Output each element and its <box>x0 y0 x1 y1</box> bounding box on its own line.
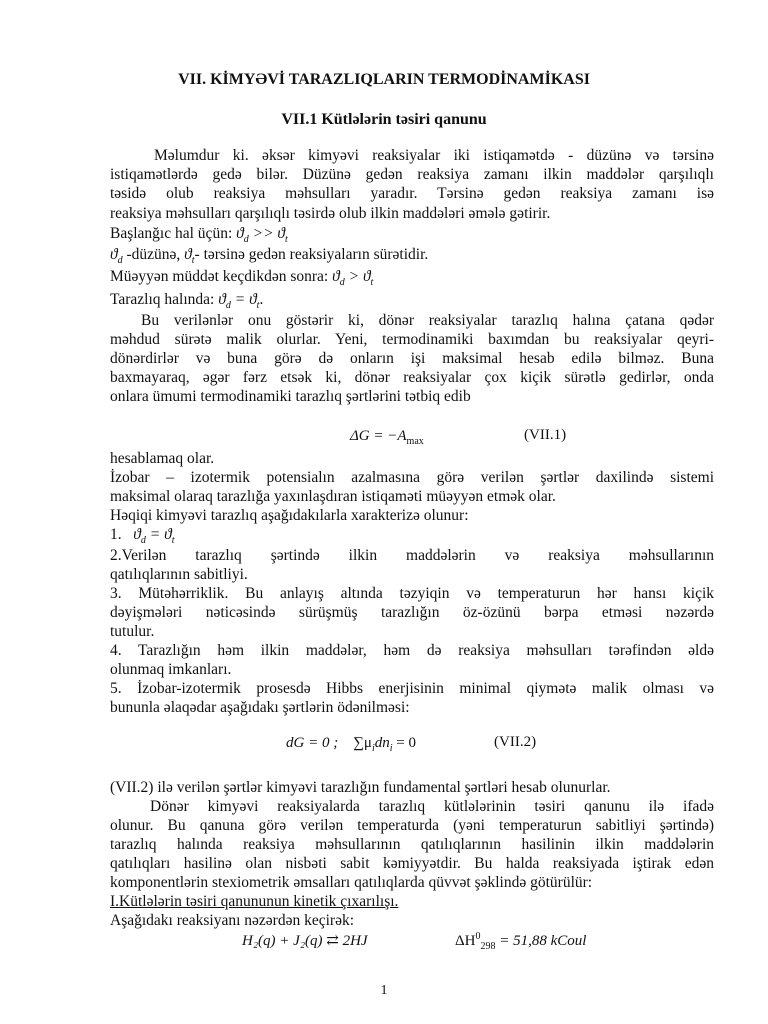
paragraph-line: tutulur. <box>110 623 155 640</box>
paragraph-line: dönərdirlər və buna görə də onların işi maksimal hesab edilə bilməz. Buna <box>110 350 714 367</box>
paragraph-line: bununla əlaqədar aşağıdakı şərtlərin ödənilməsi: <box>110 699 410 716</box>
equation-enthalpy: $\Delta H^0_{298} = 51,88$ kCoul <box>455 931 587 952</box>
list-item-3: 3. Mütəhərriklik. Bu anlayış altında təzyiqin və temperaturun hər hansı kiçik <box>110 585 714 602</box>
equation-vii-1: $\Delta G = -A_{max}$ <box>350 428 424 447</box>
paragraph-line: Məlumdur ki. əksər kimyəvi reaksiyalar iki istiqamətdə - düzünə və tərsinə <box>154 147 714 164</box>
paragraph-line: reaksiya məhsulları qarşılıqlı təsirdə olub ilkin maddələri əmələ gətirir. <box>110 205 551 222</box>
paragraph-line: Aşağıdakı reaksiyanı nəzərdən keçirək: <box>110 912 355 929</box>
paragraph-line: Həqiqi kimyəvi tarazlıq aşağıdakılarla xarakterizə olunur: <box>110 507 469 524</box>
equation-reaction: H₂(q) + J₂(q) ⇄ 2HJ <box>242 933 368 949</box>
paragraph-line: məhdud sürətə malik olurlar. Yeni, termodinamiki baxımdan bu reaksiyalar qeyri- <box>110 331 714 348</box>
paragraph-line: qatılıqları hasilinə olan nisbəti sabit kəmiyyətdir. Bu halda reaksiyada iştirak edən <box>110 855 714 872</box>
paragraph-line: tarazlıq halında reaksiya məhsullarının qatılıqlarının hasilinin ilkin maddələrin <box>110 836 714 853</box>
list-item-2: 2.Verilən tarazlıq şərtində ilkin maddələrin və reaksiya məhsullarının <box>110 547 714 564</box>
equation-vii-2: dG = 0 ; $\sum\mu_idn_i = 0$ <box>286 735 416 754</box>
paragraph-line: olunmaq imkanları. <box>110 661 232 678</box>
equation-number-vii-2: (VII.2) <box>494 734 537 750</box>
paragraph-line: İzobar – izotermik potensialın azalmasına görə verilən şərtlər daxilində sistemi <box>110 469 714 486</box>
list-item-5: 5. İzobar-izotermik prosesdə Hibbs enerjisinin minimal qiymətə malik olması və <box>110 680 714 697</box>
equation-number-vii-1: (VII.1) <box>524 427 567 443</box>
page-title: VII. KİMYƏVİ TARAZLIQLARIN TERMODİNAMİKASI <box>178 71 590 88</box>
page-number: 1 <box>380 983 388 998</box>
subsection-heading: I.Kütlələrin təsiri qanununun kinetik çıxarılışı. <box>110 893 399 910</box>
paragraph-line: (VII.2) ilə verilən şərtlər kimyəvi tarazlığın fundamental şərtləri hesab olunurlar. <box>110 779 611 796</box>
section-title: VII.1 Kütlələrin təsiri qanunu <box>281 111 487 128</box>
paragraph-line: qatılıqlarının sabitliyi. <box>110 566 248 583</box>
paragraph-line: olunur. Bu qanuna görə verilən temperaturda (yəni temperaturun sabitliyi şərtində) <box>110 817 714 834</box>
paragraph-line: komponentlərin stexiometrik əmsalları qatılıqlarda qüvvət şəklində götürülür: <box>110 874 593 891</box>
paragraph-line: təsidə olub reaksiya məhsulları yaradır. Tərsinə gedən reaksiya zamanı isə <box>110 185 714 202</box>
paragraph-line: maksimal olaraq tarazlığa yaxınlaşdıran istiqaməti müəyyən etmək olar. <box>110 488 556 505</box>
list-item-4: 4. Tarazlığın həm ilkin maddələr, həm də reaksiya məhsulları tərəfindən əldə <box>110 642 714 659</box>
paragraph-line: Bu verilənlər onu göstərir ki, dönər reaksiyalar tarazlıq halına çatana qədər <box>141 312 714 329</box>
paragraph-line: hesablamaq olar. <box>110 450 215 467</box>
formula-line-initial: Başlanğıc hal üçün: $ϑ_d >> ϑ_t$ <box>110 225 288 246</box>
paragraph-line: onlara ümumi termodinamiki tarazlıq şərtlərini tətbiq edib <box>110 388 471 405</box>
paragraph-line: Dönər kimyəvi reaksiyalarda tarazlıq kütlələrinin təsiri qanunu ilə ifadə <box>150 798 714 815</box>
paragraph-line: istiqamətlərdə gedə bilər. Düzünə gedən reaksiya zamanı ilkin maddələr qarşılıqlı <box>110 166 714 183</box>
formula-line-rates: $ϑ_d$ -düzünə, $ϑ_t-$ tərsinə gedən reaksiyaların sürətidir. <box>110 246 429 267</box>
formula-line-later: Müəyyən müddət keçdikdən sonra: $ϑ_d > ϑ_t$ <box>110 268 374 289</box>
list-item-1: 1. $ϑ_d = ϑ_t$ <box>110 526 175 547</box>
paragraph-line: dəyişmələri nəticəsində sürüşmüş tarazlığın öz-özünü bərpa etməsi nəzərdə <box>110 604 714 621</box>
formula-line-equilibrium: Tarazlıq halında: $ϑ_d = ϑ_t$. <box>110 291 264 312</box>
paragraph-line: baxmayaraq, əgər fərz etsək ki, dönər reaksiyalar çox kiçik sürətlə gedirlər, onda <box>110 369 714 386</box>
